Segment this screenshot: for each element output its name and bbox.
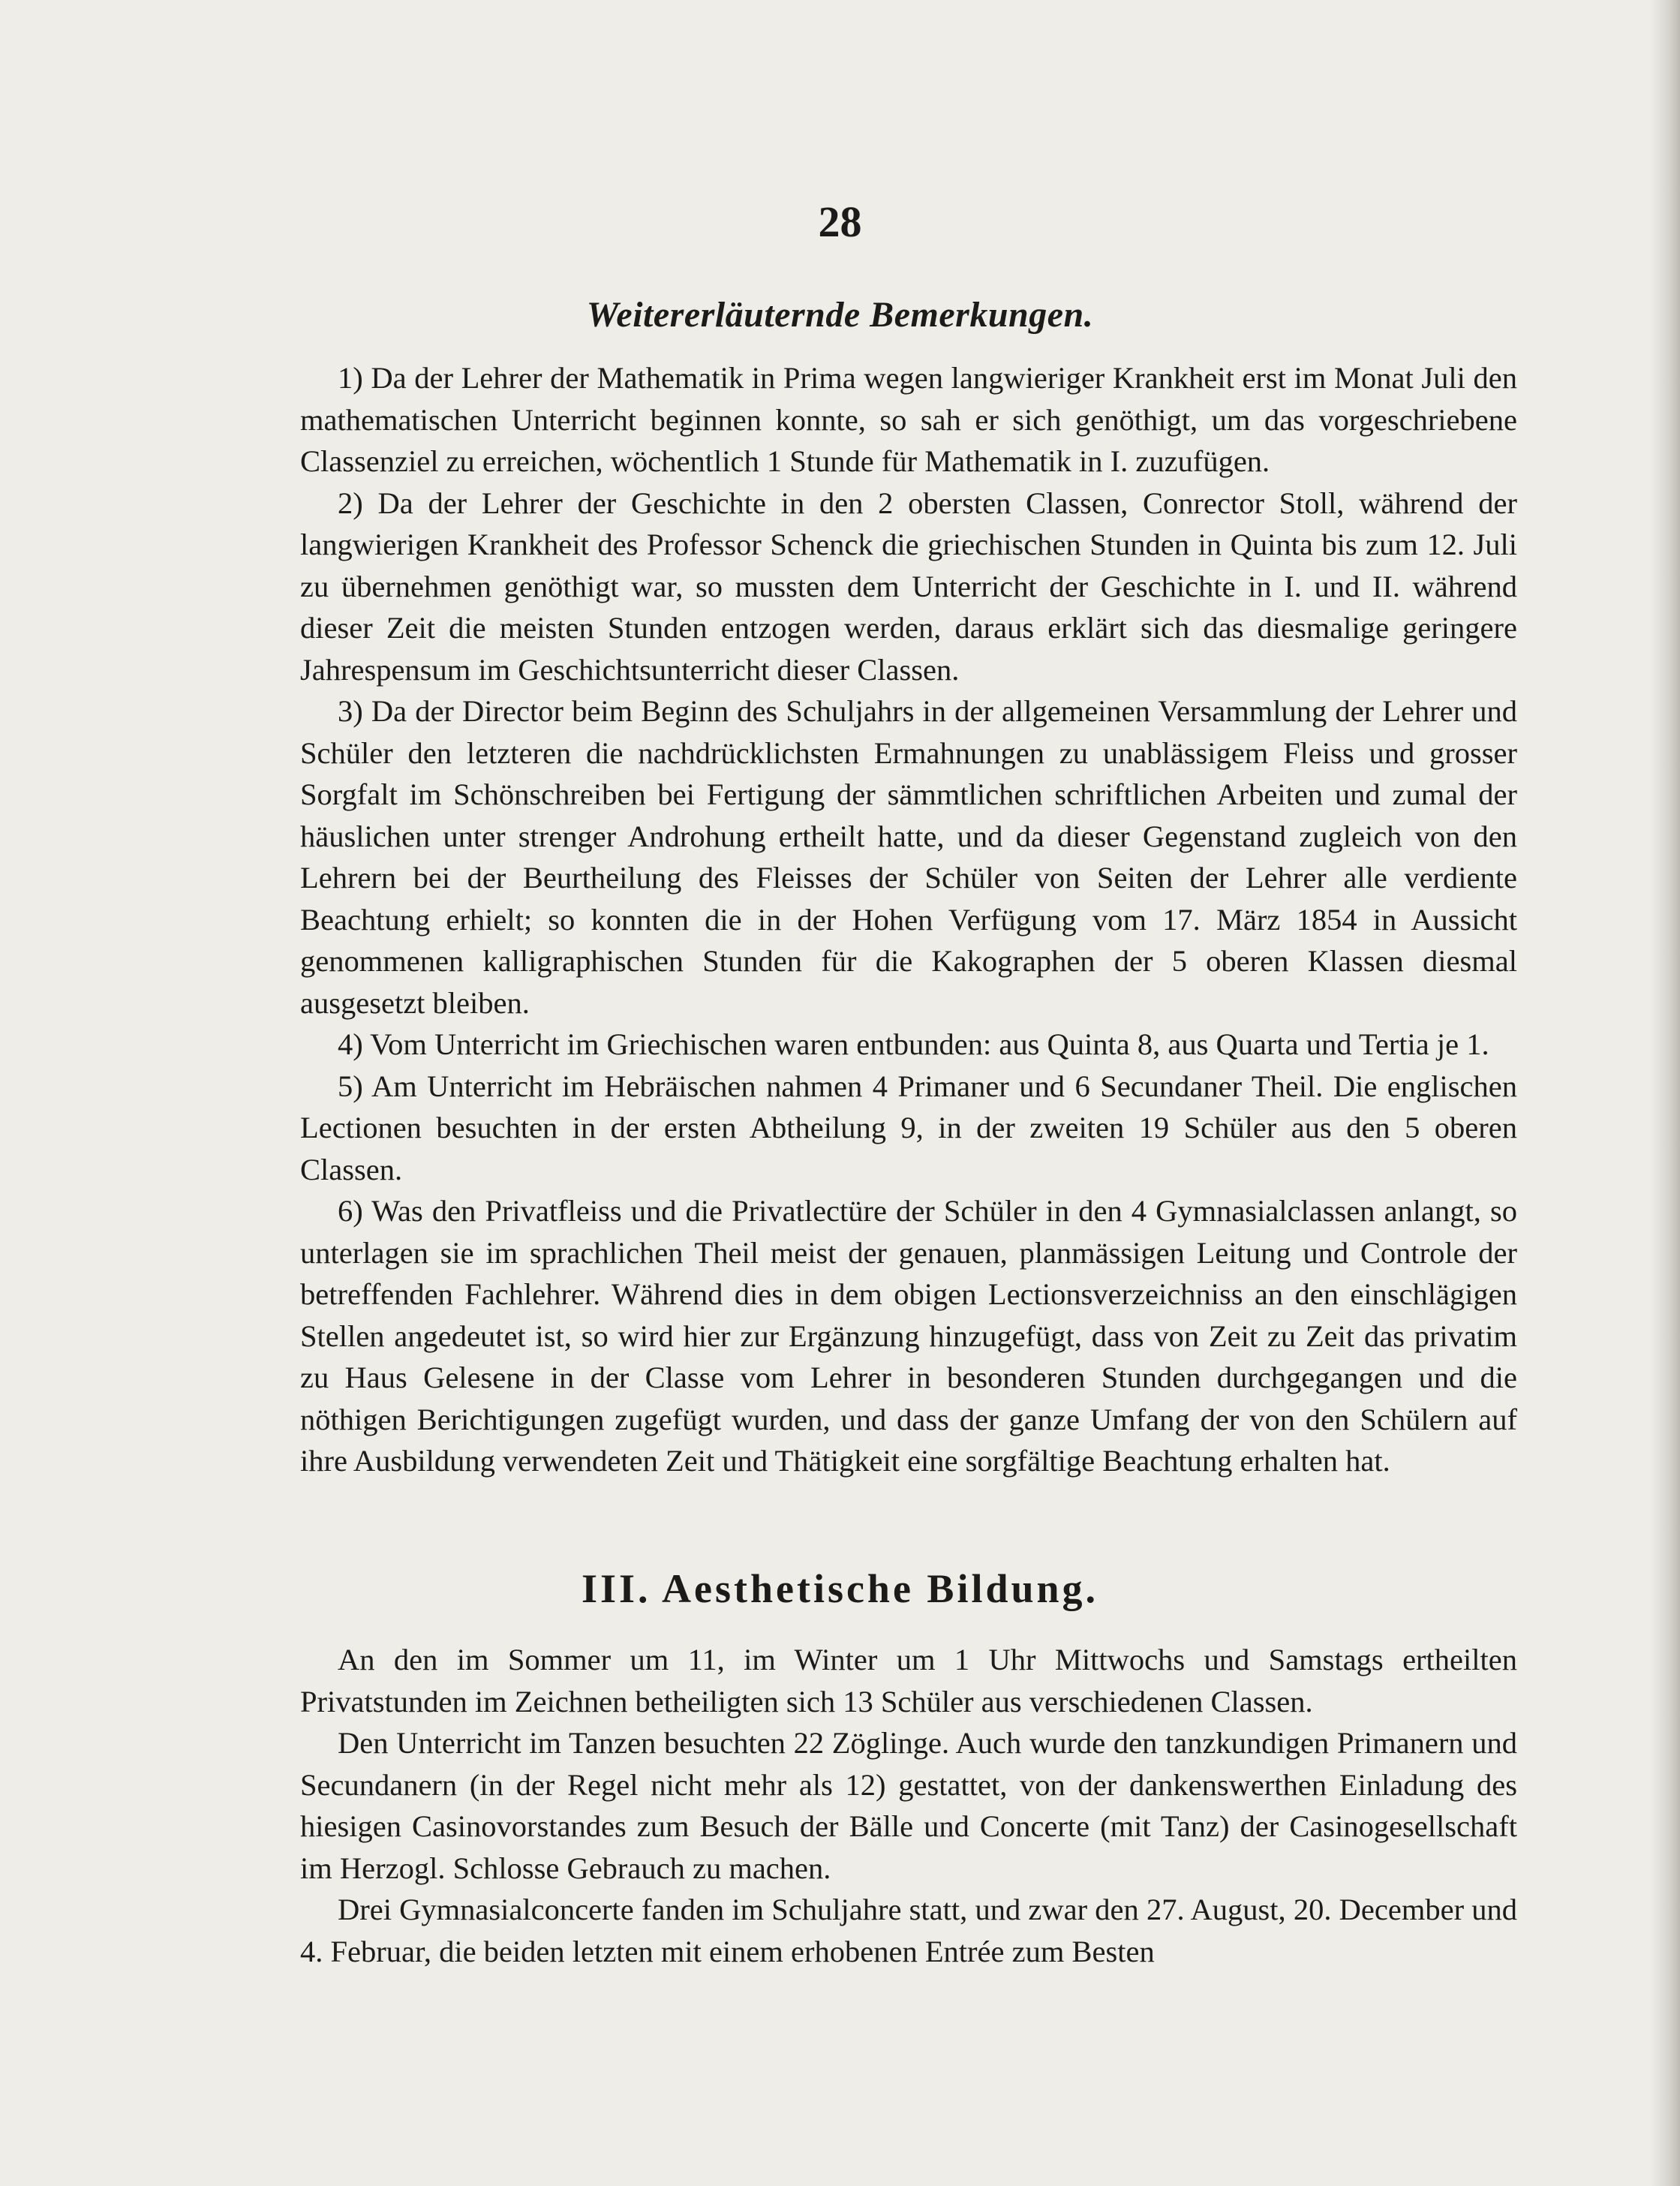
remark-paragraph-2: 2) Da der Lehrer der Geschichte in den 2 obersten Classen, Conrector Stoll, während der langwierigen Krankheit des Professor Schenck die griechischen Stunden in Quinta bis zum 12. Juli zu übernehmen genöthigt war, so mussten dem Unterricht der Geschichte in I. und II. während dieser Zeit die meisten Stunden entzogen werden, daraus erklärt sich das diesmalige geringere Jahrespensum im Geschichtsunterricht dieser Classen.: [300, 486, 1517, 687]
remark-paragraph-3: 3) Da der Director beim Beginn des Schuljahrs in der allgemeinen Versammlung der Lehrer und Schüler den letzteren die nachdrücklichsten Ermahnungen zu unablässigem Fleiss und grosser Sorgfalt im Schönschreiben bei Fertigung der sämmtlichen schriftlichen Arbeiten und zumal der häuslichen unter strenger Androhung ertheilt hatte, und da dieser Gegenstand zugleich von den Lehrern bei der Beurtheilung des Fleisses der Schüler von Seiten der Lehrer alle verdiente Beachtung erhielt; so konnten die in der Hohen Verfügung vom 17. März 1854 in Aussicht genommenen kalligraphischen Stunden für die Kakographen der 5 oberen Klassen diesmal ausgesetzt bleiben.: [300, 694, 1517, 1020]
section-body: [300, 1639, 1517, 1972]
section-paragraph-3: Drei Gymnasialconcerte fanden im Schuljahre statt, und zwar den 27. August, 20. December und 4. Februar, die beiden letzten mit einem erhobenen Entrée zum Besten: [300, 1893, 1517, 1968]
remark-paragraph-6: 6) Was den Privatfleiss und die Privatlectüre der Schüler in den 4 Gymnasialclassen anlangt, so unterlagen sie im sprachlichen Theil meist der genauen, planmässigen Leitung und Controle der betreffenden Fachlehrer. Während dies in dem obigen Lectionsverzeichniss an den einschlägigen Stellen angedeutet ist, so wird hier zur Ergänzung hinzugefügt, dass von Zeit zu Zeit das privatim zu Haus Gelesene in der Classe vom Lehrer in besonderen Stunden durchgegangen und die nöthigen Berichtigungen zugefügt wurden, und dass der ganze Umfang der von den Schülern auf ihre Ausbildung verwendeten Zeit und Thätigkeit eine sorgfältige Beachtung erhalten hat.: [300, 1194, 1517, 1478]
remark-paragraph-5: 5) Am Unterricht im Hebräischen nahmen 4 Primaner und 6 Secundaner Theil. Die englischen Lectionen besuchten in der ersten Abtheilung 9, in der zweiten 19 Schüler aus den 5 oberen Classen.: [300, 1069, 1517, 1186]
section-heading: III. Aesthetische Bildung.: [581, 1566, 1099, 1611]
remark-paragraph-4: 4) Vom Unterricht im Griechischen waren entbunden: aus Quinta 8, aus Quarta und Tertia je 1.: [338, 1027, 1489, 1061]
section-paragraph-2: Den Unterricht im Tanzen besuchten 22 Zöglinge. Auch wurde den tanzkundigen Primanern und Secundanern (in der Regel nicht mehr als 12) gestattet, von der dankenswerthen Einladung des hiesigen Casinovorstandes zum Besuch der Bälle und Concerte (mit Tanz) der Casinogesellschaft im Herzogl. Schlosse Gebrauch zu machen.: [300, 1726, 1517, 1885]
section-paragraph-1: An den im Sommer um 11, im Winter um 1 Uhr Mittwochs und Samstags ertheilten Privatstunden im Zeichnen betheiligten sich 13 Schüler aus verschiedenen Classen.: [300, 1643, 1517, 1718]
remark-paragraph-1: 1) Da der Lehrer der Mathematik in Prima wegen langwieriger Krankheit erst im Monat Juli den mathematischen Unterricht beginnen konnte, so sah er sich genöthigt, um das vorgeschriebene Classenziel zu erreichen, wöchentlich 1 Stunde für Mathematik in I. zuzufügen.: [300, 361, 1517, 478]
remarks-heading: Weitererläuternde Bemerkungen.: [586, 295, 1094, 335]
page-number: 28: [818, 197, 862, 246]
remarks-body: [300, 357, 1517, 1482]
